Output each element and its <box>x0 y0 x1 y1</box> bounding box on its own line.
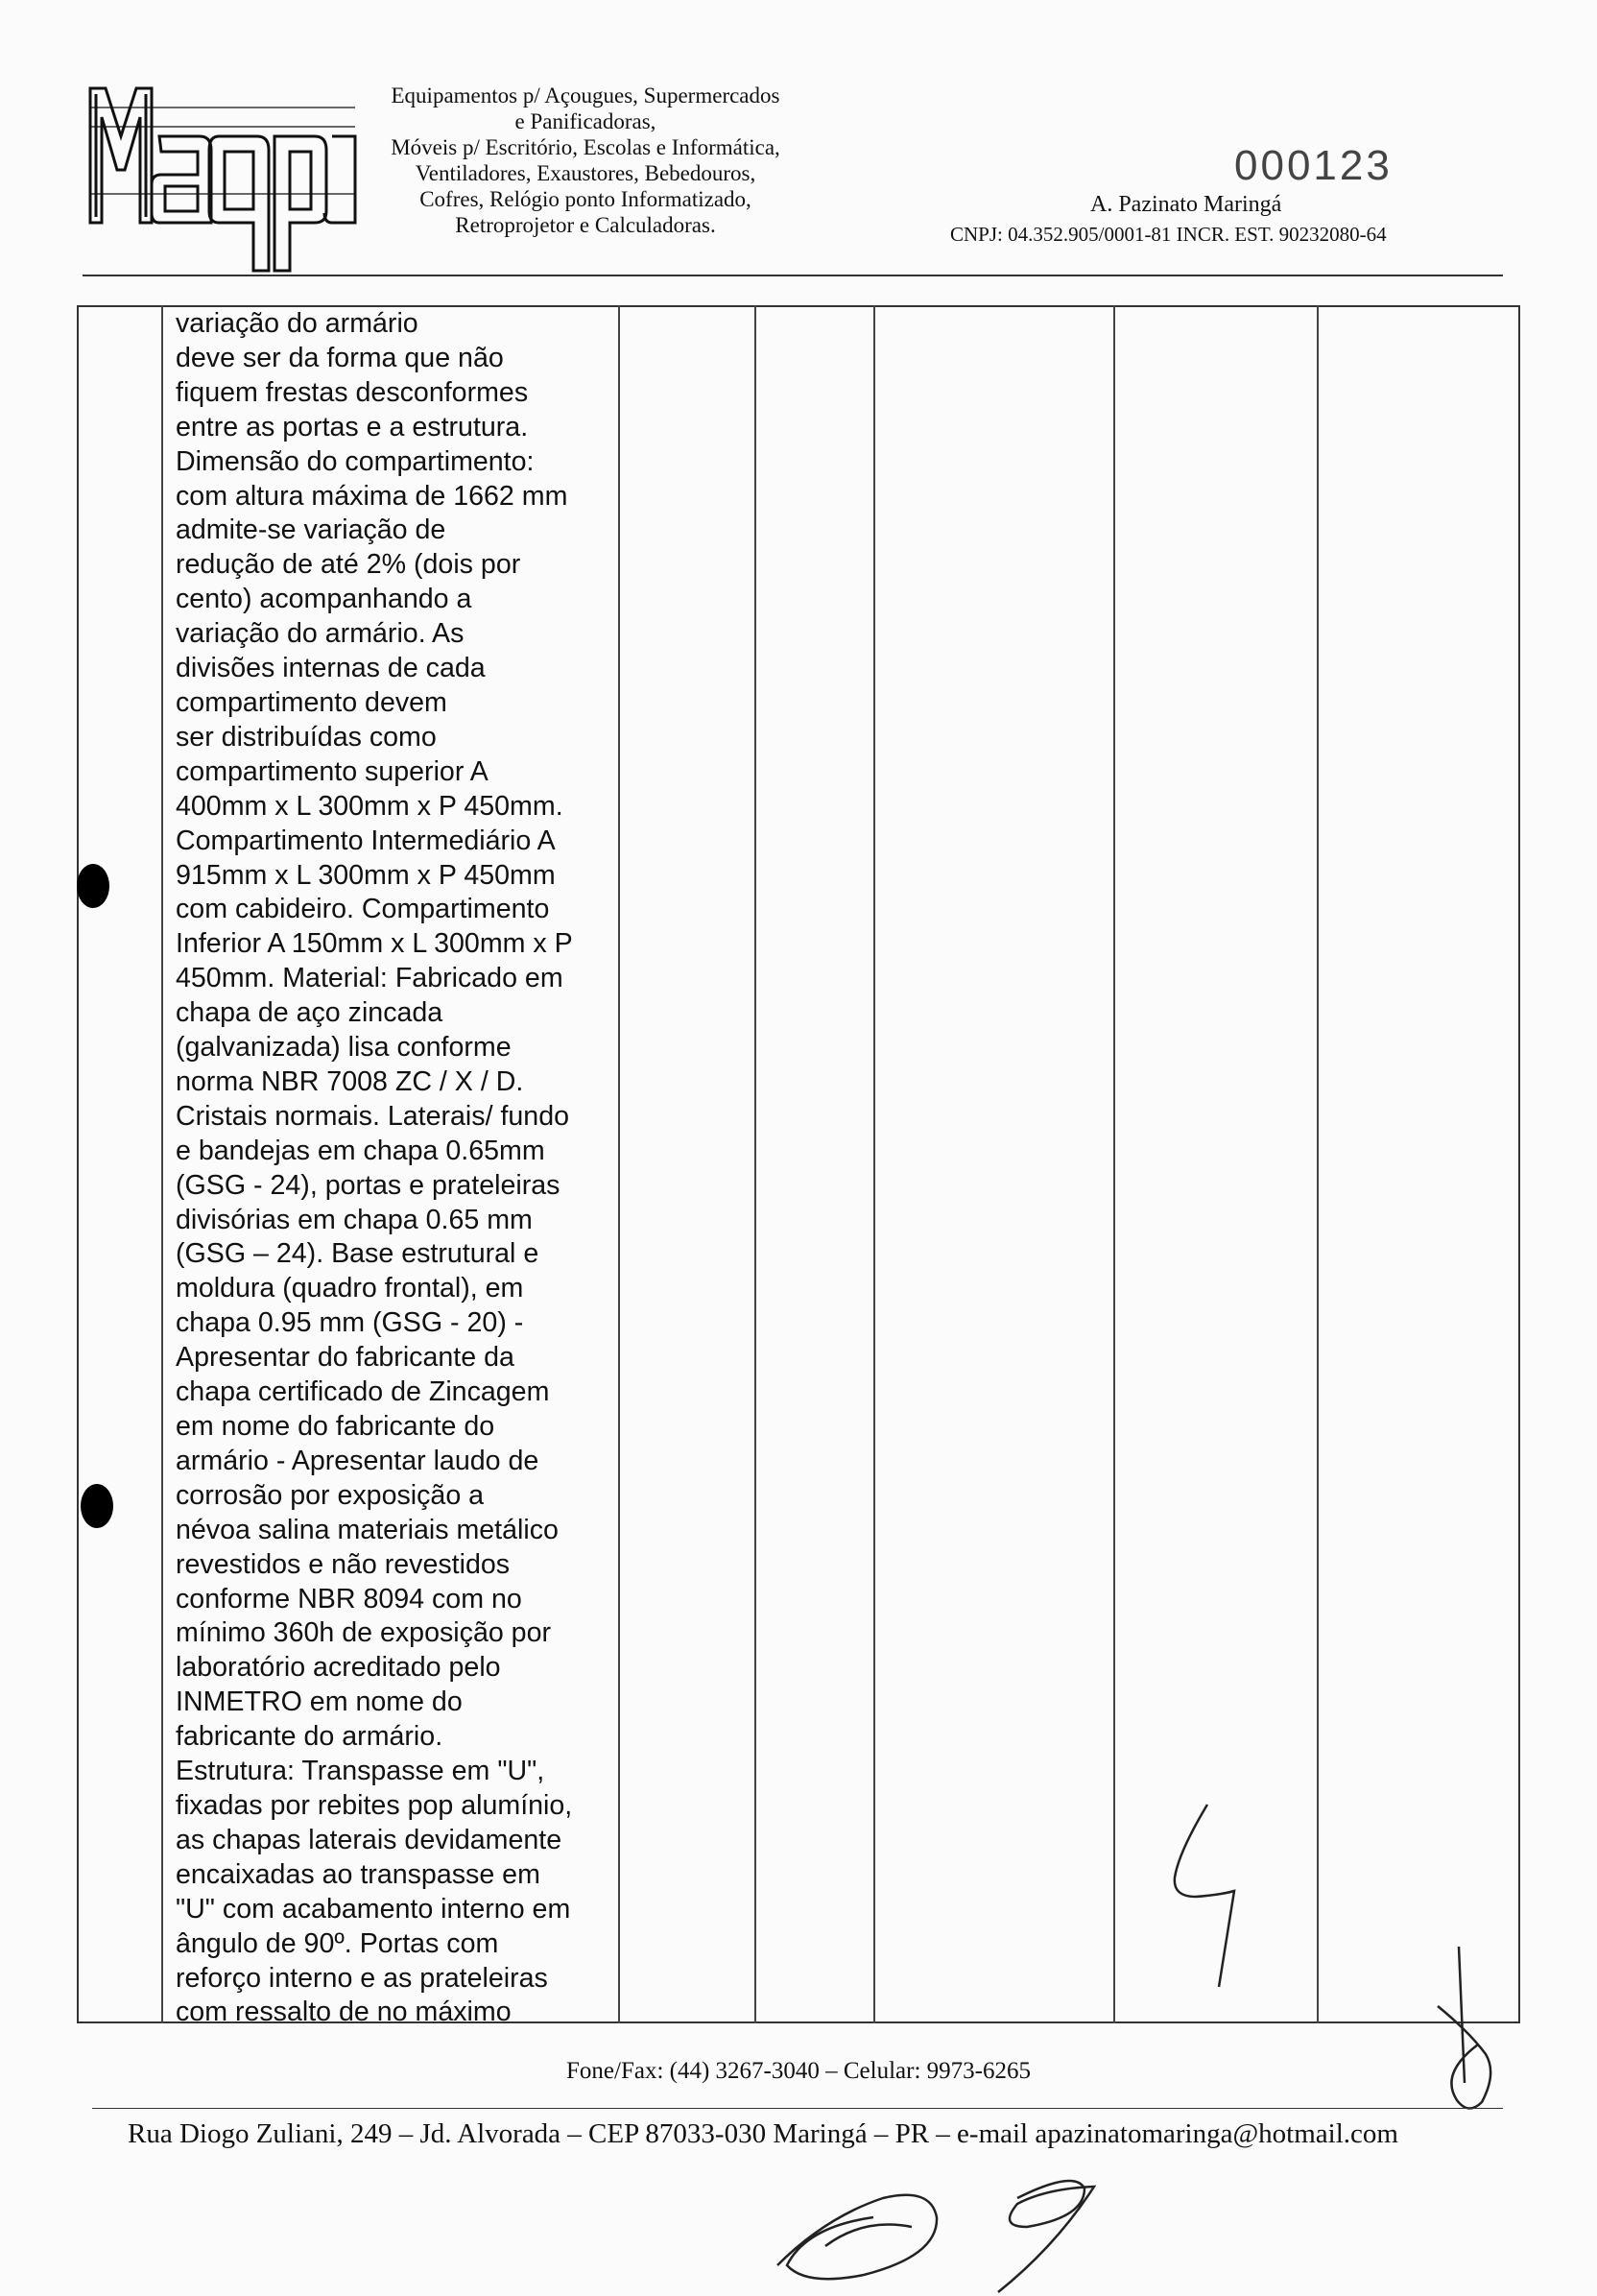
registration-numbers: CNPJ: 04.352.905/0001-81 INCR. EST. 90232080-64 <box>950 223 1387 246</box>
description-line: (GSG – 24). Base estrutural e <box>176 1238 539 1270</box>
description-line: as chapas laterais devidamente <box>176 1824 562 1855</box>
handwritten-signature <box>768 2160 1228 2294</box>
table-column-divider <box>754 305 756 2023</box>
company-description <box>384 83 787 238</box>
punch-hole <box>81 1484 113 1528</box>
description-line: névoa salina materiais metálico <box>176 1514 559 1545</box>
description-line: (GSG - 24), portas e prateleiras <box>176 1169 560 1201</box>
description-line: variação do armário. As <box>176 618 465 650</box>
description-line: em nome do fabricante do <box>176 1411 495 1442</box>
company-line: Móveis p/ Escritório, Escolas e Informática, <box>391 135 780 159</box>
description-line: moldura (quadro frontal), em <box>176 1273 524 1304</box>
table-column-divider <box>161 305 163 2023</box>
description-line: redução de até 2% (dois por <box>176 549 521 581</box>
description-line: 450mm. Material: Fabricado em <box>176 963 563 994</box>
description-line: fixadas por rebites pop alumínio, <box>176 1789 573 1821</box>
description-line: e bandejas em chapa 0.65mm <box>176 1135 545 1166</box>
description-line: norma NBR 7008 ZC / X / D. <box>176 1065 524 1097</box>
description-line: Compartimento Intermediário A <box>176 825 556 856</box>
item-description <box>176 307 617 2030</box>
description-line: chapa 0.95 mm (GSG - 20) - <box>176 1307 524 1339</box>
description-line: laboratório acreditado pelo <box>176 1652 501 1684</box>
company-line: Ventiladores, Exaustores, Bebedouros, <box>415 161 756 185</box>
description-line: com ressalto de no máximo <box>176 1997 512 2028</box>
description-line: ser distribuídas como <box>176 721 437 753</box>
handwritten-initial <box>1161 1785 1248 1997</box>
description-line: deve ser da forma que não <box>176 342 504 373</box>
description-line: conforme NBR 8094 com no <box>176 1583 522 1614</box>
handwritten-signature <box>1430 1939 1507 2121</box>
description-line: encaixadas ao transpasse em <box>176 1858 540 1890</box>
description-line: "U" com acabamento interno em <box>176 1893 571 1925</box>
footer-divider <box>92 2108 1503 2109</box>
description-line: mínimo 360h de exposição por <box>176 1617 552 1649</box>
table-column-divider <box>618 305 620 2023</box>
description-line: fabricante do armário. <box>176 1721 443 1753</box>
description-line: Dimensão do compartimento: <box>176 445 535 477</box>
description-line: corrosão por exposição a <box>176 1479 485 1511</box>
description-line: fiquem frestas desconformes <box>176 376 529 408</box>
description-line: Apresentar do fabricante da <box>176 1342 514 1374</box>
punch-hole <box>77 864 109 908</box>
description-line: admite-se variação de <box>176 514 446 546</box>
company-line: Equipamentos p/ Açougues, Supermercados <box>391 84 780 108</box>
description-line: com altura máxima de 1662 mm <box>176 480 568 512</box>
description-line: compartimento superior A <box>176 755 489 787</box>
description-line: INMETRO em nome do <box>176 1686 463 1718</box>
company-line: e Panificadoras, <box>514 109 656 133</box>
owner-name: A. Pazinato Maringá <box>1090 192 1282 217</box>
description-line: chapa certificado de Zincagem <box>176 1376 550 1408</box>
description-line: compartimento devem <box>176 686 447 718</box>
description-line: 915mm x L 300mm x P 450mm <box>176 859 556 891</box>
description-line: Cristais normais. Laterais/ fundo <box>176 1100 570 1132</box>
description-line: cento) acompanhando a <box>176 584 472 615</box>
table-column-divider <box>873 305 875 2023</box>
document-number: 000123 <box>1234 142 1393 189</box>
description-line: entre as portas e a estrutura. <box>176 411 529 442</box>
description-line: divisórias em chapa 0.65 mm <box>176 1204 533 1235</box>
description-line: ângulo de 90º. Portas com <box>176 1927 499 1959</box>
contact-phone: Fone/Fax: (44) 3267-3040 – Celular: 9973-6265 <box>566 2058 1031 2084</box>
description-line: divisões internas de cada <box>176 653 486 684</box>
contact-address: Rua Diogo Zuliani, 249 – Jd. Alvorada – CEP 87033-030 Maringá – PR – e-mail apazinatomaringa@hotmail.com <box>128 2118 1398 2149</box>
description-line: reforço interno e as prateleiras <box>176 1962 548 1994</box>
description-line: com cabideiro. Compartimento <box>176 894 550 925</box>
description-line: variação do armário <box>176 308 418 339</box>
description-line: Estrutura: Transpasse em "U", <box>176 1756 545 1787</box>
description-line: revestidos e não revestidos <box>176 1548 511 1580</box>
company-logo <box>84 79 363 276</box>
description-line: (galvanizada) lisa conforme <box>176 1032 512 1064</box>
description-line: chapa de aço zincada <box>176 997 443 1029</box>
header-divider <box>83 275 1503 276</box>
description-line: armário - Apresentar laudo de <box>176 1445 539 1476</box>
company-line: Cofres, Relógio ponto Informatizado, <box>419 187 751 211</box>
description-line: 400mm x L 300mm x P 450mm. <box>176 790 563 822</box>
table-column-divider <box>1317 305 1319 2023</box>
table-column-divider <box>1113 305 1115 2023</box>
description-line: Inferior A 150mm x L 300mm x P <box>176 928 573 960</box>
company-line: Retroprojetor e Calculadoras. <box>455 213 716 237</box>
